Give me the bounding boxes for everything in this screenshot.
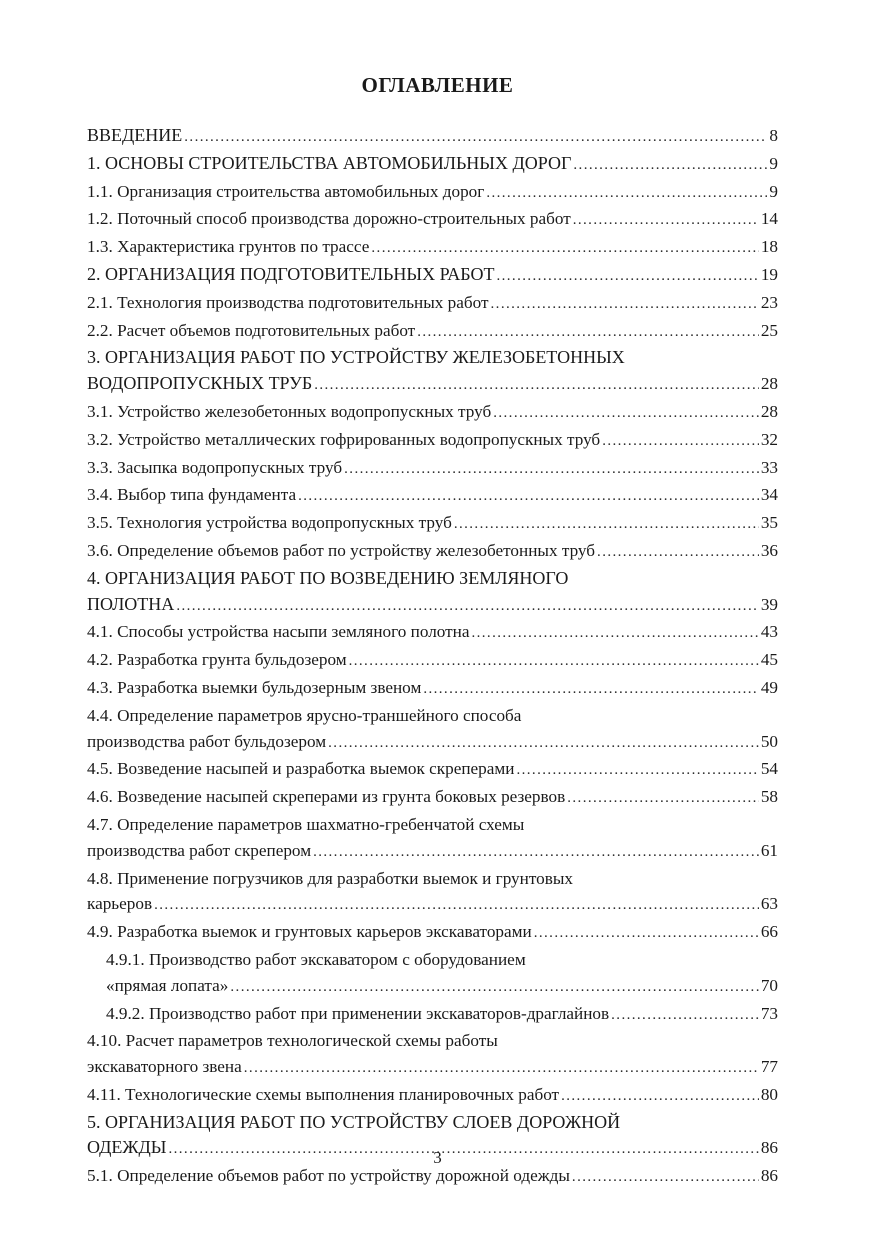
dot-leader xyxy=(313,840,759,866)
toc-entry-title-line: 4.7. Определение параметров шахматно-гребенчатой схемы xyxy=(87,814,525,834)
toc-entry-title: 5.1. Определение объемов работ по устройству дорожной одежды xyxy=(87,1166,570,1186)
toc-entry-page: 34 xyxy=(760,485,778,505)
toc-entry-page: 35 xyxy=(760,513,778,533)
toc-entry-title-line: 4.10. Расчет параметров технологической схемы работы xyxy=(87,1031,498,1051)
toc-entry[interactable] xyxy=(87,756,778,784)
toc-entry-title: 4.9. Разработка выемок и грунтовых карьеров экскаваторами xyxy=(87,922,532,942)
toc-entry-page: 73 xyxy=(760,1003,778,1023)
dot-leader xyxy=(486,181,767,207)
toc-entry[interactable] xyxy=(87,675,778,703)
toc-entry-title: 1.1. Организация строительства автомобильных дорог xyxy=(87,181,485,201)
toc-entry[interactable] xyxy=(87,1028,778,1082)
toc-entry[interactable] xyxy=(87,784,778,812)
toc-entry-row xyxy=(87,290,778,318)
toc-entry-row xyxy=(87,729,778,757)
toc-entry-title: ПОЛОТНА xyxy=(87,593,175,614)
toc-entry-row xyxy=(87,427,778,455)
toc-entry-page: 54 xyxy=(760,759,778,779)
toc-entry-title: ВОДОПРОПУСКНЫХ ТРУБ xyxy=(87,373,313,394)
dot-leader xyxy=(371,236,758,262)
toc-entry[interactable] xyxy=(87,455,778,483)
toc-entry-row xyxy=(87,123,778,151)
toc-entry-row xyxy=(87,455,778,483)
toc-entry-title: производства работ бульдозером xyxy=(87,731,327,751)
toc-entry[interactable] xyxy=(87,919,778,947)
toc-entry[interactable] xyxy=(87,290,778,318)
toc-entry[interactable] xyxy=(87,206,778,234)
toc-entry-page: 58 xyxy=(760,787,778,807)
toc-entry-page: 43 xyxy=(760,622,778,642)
dot-leader xyxy=(176,594,759,620)
dot-leader xyxy=(561,1084,759,1110)
toc-entry-page: 49 xyxy=(760,677,778,697)
dot-leader xyxy=(184,125,767,151)
toc-entry[interactable] xyxy=(87,151,778,179)
dot-leader xyxy=(230,975,758,1001)
toc-entry[interactable] xyxy=(87,566,778,620)
toc-entry-page: 23 xyxy=(760,292,778,312)
toc-entry-page: 63 xyxy=(760,894,778,914)
toc-entry-title: 3.5. Технология устройства водопропускных труб xyxy=(87,513,452,533)
dot-leader xyxy=(573,208,759,234)
toc-entry-page: 86 xyxy=(760,1138,778,1158)
toc-entry-row xyxy=(87,262,778,290)
toc-entry[interactable] xyxy=(87,482,778,510)
toc-entry-page: 14 xyxy=(760,209,778,229)
toc-entry[interactable] xyxy=(87,345,778,399)
toc-entry-row xyxy=(87,399,778,427)
toc-entry-page: 18 xyxy=(760,237,778,257)
toc-entry-page: 9 xyxy=(769,181,778,201)
toc-entry-row xyxy=(87,619,778,647)
toc-entry-title-line: 4.9.1. Производство работ экскаватором с оборудованием xyxy=(106,949,526,969)
toc-entry[interactable] xyxy=(87,510,778,538)
toc-entry-page: 45 xyxy=(760,650,778,670)
toc-entry[interactable] xyxy=(87,179,778,207)
toc-entry-row xyxy=(87,592,778,620)
toc-entry-title: 4.3. Разработка выемки бульдозерным звеном xyxy=(87,677,422,697)
toc-entry-row xyxy=(87,482,778,510)
toc-entry-page: 28 xyxy=(760,401,778,421)
toc-entry-title: 1.3. Характеристика грунтов по трассе xyxy=(87,237,370,257)
toc-entry-row xyxy=(87,891,778,919)
dot-leader xyxy=(454,512,759,538)
toc-entry-title-line: 3. ОРГАНИЗАЦИЯ РАБОТ ПО УСТРОЙСТВУ ЖЕЛЕЗОБЕТОННЫХ xyxy=(87,347,625,368)
toc-entry-row xyxy=(87,919,778,947)
toc-entry-row xyxy=(87,1054,778,1082)
toc-entry-page: 70 xyxy=(760,975,778,995)
dot-leader xyxy=(471,621,758,647)
dot-leader xyxy=(423,677,758,703)
toc-entry-title: 4.11. Технологические схемы выполнения планировочных работ xyxy=(87,1084,560,1104)
toc-entry-title: 4.1. Способы устройства насыпи земляного полотна xyxy=(87,622,470,642)
toc-entry-title: 4.2. Разработка грунта бульдозером xyxy=(87,650,347,670)
dot-leader xyxy=(349,649,759,675)
dot-leader xyxy=(516,758,758,784)
toc-heading: ОГЛАВЛЕНИЕ xyxy=(361,73,514,97)
toc-entry-page: 28 xyxy=(760,374,778,394)
toc-entry-title: 3.3. Засыпка водопропускных труб xyxy=(87,457,343,477)
dot-leader xyxy=(417,320,759,346)
toc-entry-row xyxy=(87,647,778,675)
toc-entry[interactable] xyxy=(87,703,778,757)
toc-entry-row xyxy=(87,1082,778,1110)
dot-leader xyxy=(298,484,759,510)
toc-entry[interactable] xyxy=(87,262,778,290)
toc-entry[interactable] xyxy=(87,1082,778,1110)
toc-entry-title: производства работ скрепером xyxy=(87,840,312,860)
toc-entry-title: 4.6. Возведение насыпей скреперами из грунта боковых резервов xyxy=(87,787,566,807)
toc-entry-title: ОДЕЖДЫ xyxy=(87,1137,167,1158)
dot-leader xyxy=(244,1056,759,1082)
toc-entry-row xyxy=(106,973,778,1001)
toc-entry[interactable] xyxy=(87,947,778,1001)
toc-entry-row xyxy=(87,756,778,784)
toc-entry[interactable] xyxy=(87,866,778,920)
toc-entry-title: 2. ОРГАНИЗАЦИЯ ПОДГОТОВИТЕЛЬНЫХ РАБОТ xyxy=(87,263,495,284)
dot-leader xyxy=(567,786,759,812)
dot-leader xyxy=(328,731,759,757)
toc-entry[interactable] xyxy=(87,647,778,675)
toc-entry-page: 77 xyxy=(760,1057,778,1077)
toc-entry-title: 3.1. Устройство железобетонных водопропускных труб xyxy=(87,401,492,421)
toc-entry-title: 3.4. Выбор типа фундамента xyxy=(87,485,297,505)
dot-leader xyxy=(493,401,759,427)
toc-entry[interactable] xyxy=(87,1001,778,1029)
toc-entry[interactable] xyxy=(87,123,778,151)
toc-entry-page: 61 xyxy=(760,840,778,860)
toc-entry[interactable] xyxy=(87,427,778,455)
dot-leader xyxy=(344,457,759,483)
toc-entry[interactable] xyxy=(87,812,778,866)
toc-entry-page: 9 xyxy=(769,153,778,173)
toc-entry-title: 2.2. Расчет объемов подготовительных работ xyxy=(87,320,416,340)
dot-leader xyxy=(314,373,759,399)
toc-entry-row xyxy=(87,675,778,703)
toc-entry-title: 3.2. Устройство металлических гофрированных водопропускных труб xyxy=(87,429,601,449)
toc-entry-row xyxy=(87,206,778,234)
dot-leader xyxy=(572,1165,759,1191)
toc-entry-title: 2.1. Технология производства подготовительных работ xyxy=(87,292,489,312)
toc-entry-row xyxy=(87,838,778,866)
toc-entry-page: 66 xyxy=(760,922,778,942)
toc-entry-row xyxy=(87,234,778,262)
dot-leader xyxy=(154,893,759,919)
toc-entry-row xyxy=(87,179,778,207)
toc-entry-title: ВВЕДЕНИЕ xyxy=(87,125,183,145)
toc-entry-title: 1.2. Поточный способ производства дорожно-строительных работ xyxy=(87,209,571,229)
dot-leader xyxy=(597,540,759,566)
toc-entry-title: «прямая лопата» xyxy=(106,975,229,995)
toc-entry-title-line: 5. ОРГАНИЗАЦИЯ РАБОТ ПО УСТРОЙСТВУ СЛОЕВ ДОРОЖНОЙ xyxy=(87,1111,621,1132)
toc-entry-title: карьеров xyxy=(87,894,153,914)
toc-entry-row xyxy=(87,371,778,399)
toc-entry-row xyxy=(87,538,778,566)
dot-leader xyxy=(573,153,767,179)
dot-leader xyxy=(602,429,759,455)
dot-leader xyxy=(534,921,759,947)
toc-entry-title: 4.5. Возведение насыпей и разработка выемок скреперами xyxy=(87,759,515,779)
toc-entry-page: 86 xyxy=(760,1166,778,1186)
toc-entry-row xyxy=(106,1001,778,1029)
table-of-contents xyxy=(87,123,778,1191)
toc-entry-row xyxy=(87,784,778,812)
toc-entry-page: 39 xyxy=(760,594,778,614)
toc-entry-title: экскаваторного звена xyxy=(87,1057,242,1077)
toc-entry-row xyxy=(87,151,778,179)
dot-leader xyxy=(491,292,759,318)
toc-entry-row xyxy=(87,318,778,346)
dot-leader xyxy=(496,264,758,290)
toc-entry-page: 33 xyxy=(760,457,778,477)
toc-entry-row xyxy=(87,510,778,538)
toc-entry-page: 8 xyxy=(769,126,778,145)
toc-entry[interactable] xyxy=(87,399,778,427)
toc-entry-title-line: 4.4. Определение параметров ярусно-траншейного способа xyxy=(87,705,522,725)
toc-entry-page: 25 xyxy=(760,320,778,340)
dot-leader xyxy=(611,1003,759,1029)
toc-entry-page: 50 xyxy=(760,731,778,751)
toc-entry-page: 19 xyxy=(760,264,778,284)
toc-entry-page: 80 xyxy=(760,1084,778,1104)
toc-entry-title-line: 4. ОРГАНИЗАЦИЯ РАБОТ ПО ВОЗВЕДЕНИЮ ЗЕМЛЯНОГО xyxy=(87,567,569,588)
toc-entry-page: 32 xyxy=(760,429,778,449)
toc-entry[interactable] xyxy=(87,318,778,346)
toc-entry[interactable] xyxy=(87,234,778,262)
toc-entry[interactable] xyxy=(87,538,778,566)
page-number: 3 xyxy=(433,1148,442,1167)
toc-entry-title: 1. ОСНОВЫ СТРОИТЕЛЬСТВА АВТОМОБИЛЬНЫХ ДОРОГ xyxy=(87,152,572,173)
toc-entry-page: 36 xyxy=(760,540,778,560)
toc-entry-title: 3.6. Определение объемов работ по устройству железобетонных труб xyxy=(87,540,596,560)
toc-entry-title: 4.9.2. Производство работ при применении экскаваторов-драглайнов xyxy=(106,1003,610,1023)
toc-entry-title-line: 4.8. Применение погрузчиков для разработки выемок и грунтовых xyxy=(87,868,573,888)
toc-entry[interactable] xyxy=(87,619,778,647)
